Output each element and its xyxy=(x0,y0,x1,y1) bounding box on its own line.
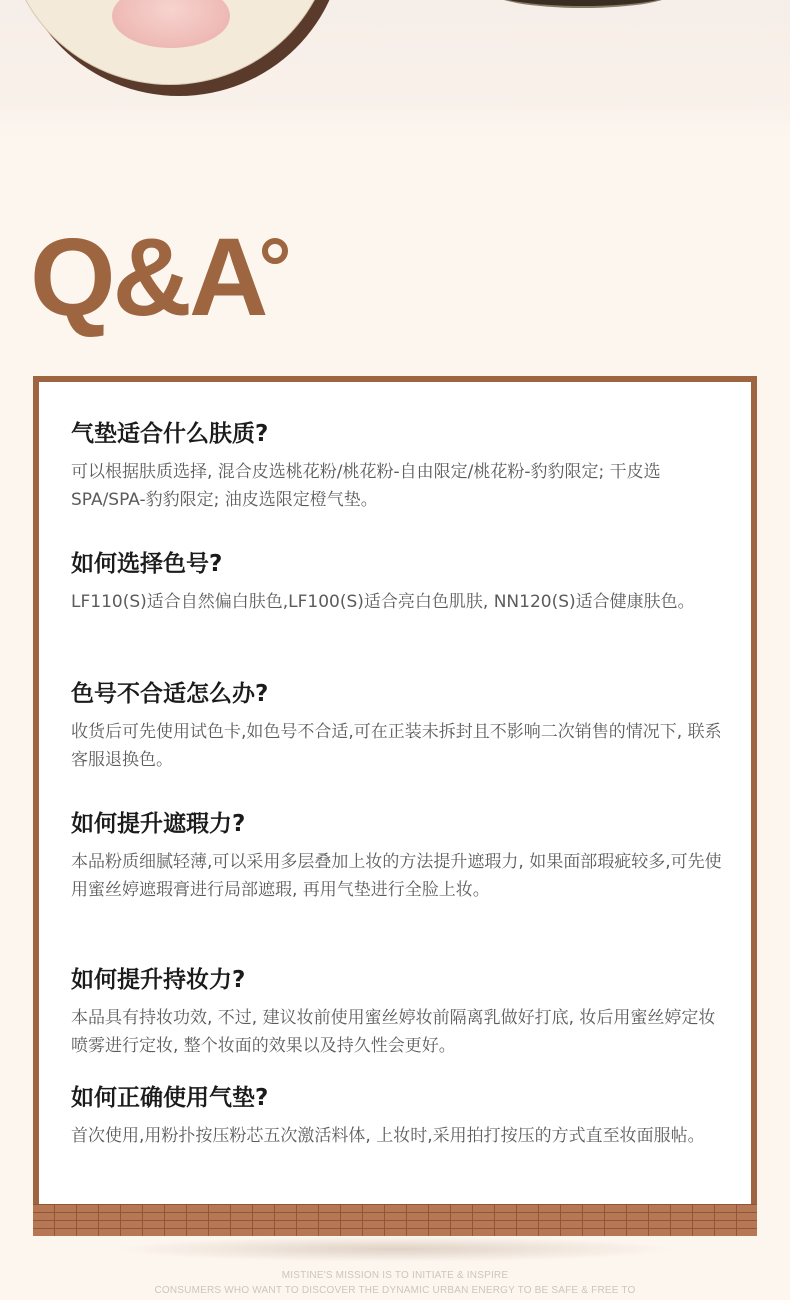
faq-question: 色号不合适怎么办? xyxy=(71,681,269,707)
degree-ring-icon xyxy=(262,238,288,264)
faq-item xyxy=(71,678,731,774)
faq-item xyxy=(71,548,731,616)
faq-question: 如何选择色号? xyxy=(71,551,223,577)
faq-answer: LF110(S)适合自然偏白肤色,LF100(S)适合亮白色肌肤, NN120(S)适合健康肤色。 xyxy=(71,592,695,612)
ground-shadow xyxy=(110,1236,680,1262)
faq-item xyxy=(71,808,731,904)
qa-heading: Q&A xyxy=(30,216,266,339)
faq-item xyxy=(71,418,731,514)
faq-question: 如何正确使用气垫? xyxy=(71,1085,269,1111)
puff-pink-accent xyxy=(112,0,230,48)
footer-slogan-line-1: MISTINE'S MISSION IS TO INITIATE & INSPIRE xyxy=(281,1270,509,1281)
faq-question: 气垫适合什么肤质? xyxy=(71,421,269,447)
brick-wall-strip xyxy=(33,1204,757,1236)
faq-item xyxy=(71,964,731,1060)
faq-list xyxy=(39,382,751,1208)
faq-answer: 本品具有持妆功效, 不过, 建议妆前使用蜜丝婷妆前隔离乳做好打底, 妆后用蜜丝婷定妆喷雾进行定妆, 整个妆面的效果以及持久性会更好。 xyxy=(71,1008,716,1056)
faq-answer: 可以根据肤质选择, 混合皮选桃花粉/桃花粉-自由限定/桃花粉-豹豹限定; 干皮选SPA/SPA-豹豹限定; 油皮选限定橙气垫。 xyxy=(71,462,661,510)
faq-item xyxy=(71,1082,731,1150)
product-photo-banner xyxy=(0,0,790,140)
cushion-case-image xyxy=(492,0,674,8)
faq-answer: 收货后可先使用试色卡,如色号不合适,可在正装未拆封且不影响二次销售的情况下, 联系客服退换色。 xyxy=(71,722,722,770)
faq-panel xyxy=(33,376,757,1214)
faq-answer: 本品粉质细腻轻薄,可以采用多层叠加上妆的方法提升遮瑕力, 如果面部瑕疵较多,可先使用蜜丝婷遮瑕膏进行局部遮瑕, 再用气垫进行全脸上妆。 xyxy=(71,852,722,900)
faq-answer: 首次使用,用粉扑按压粉芯五次激活料体, 上妆时,采用拍打按压的方式直至妆面服帖。 xyxy=(71,1126,705,1146)
faq-question: 如何提升遮瑕力? xyxy=(71,811,246,837)
faq-question: 如何提升持妆力? xyxy=(71,967,246,993)
footer-slogan-line-2: CONSUMERS WHO WANT TO DISCOVER THE DYNAMIC URBAN ENERGY TO BE SAFE & FREE TO xyxy=(154,1285,636,1296)
